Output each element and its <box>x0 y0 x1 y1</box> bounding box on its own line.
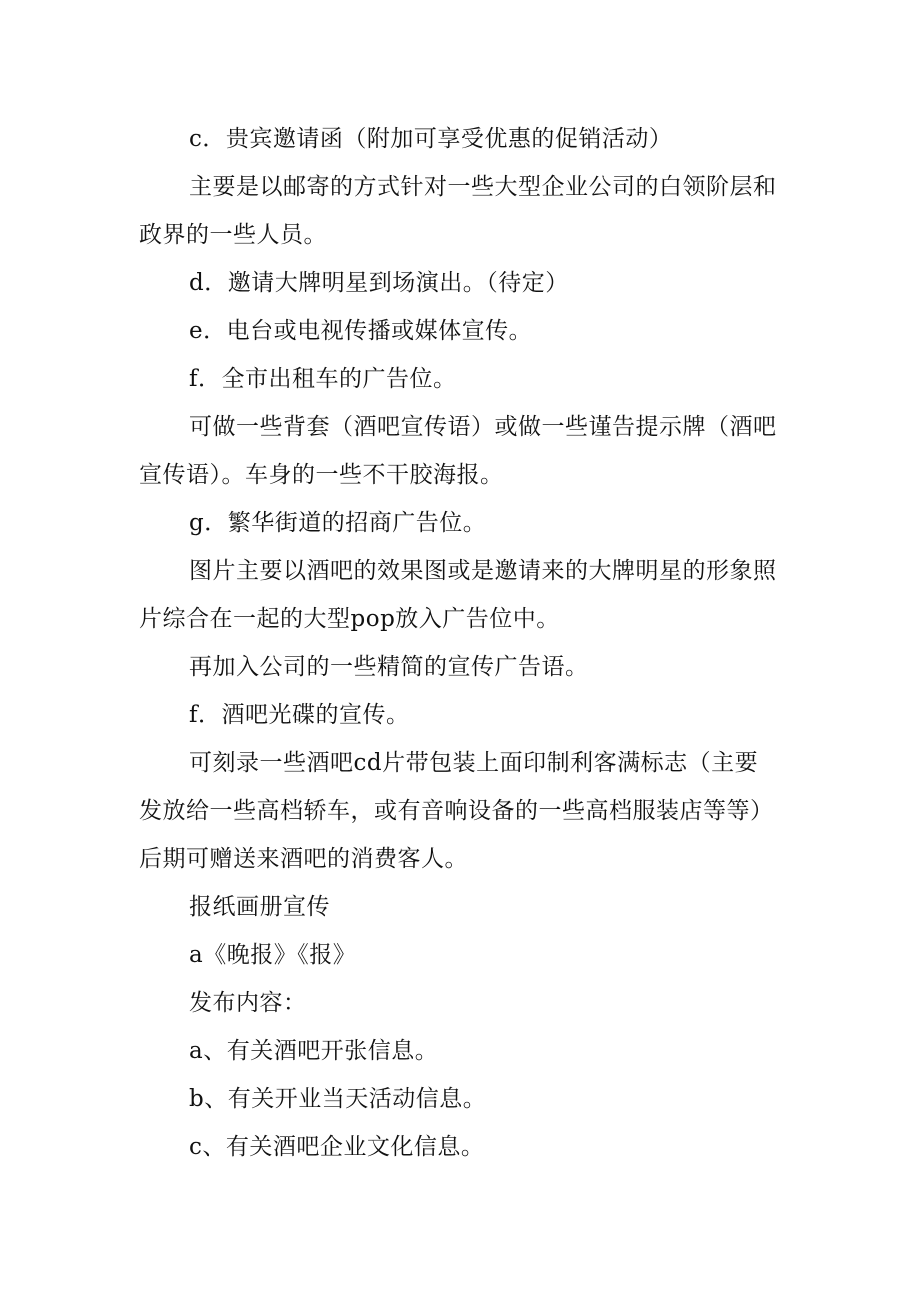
paragraph-newspaper-heading: 报纸画册宣传 <box>189 894 330 920</box>
document-body <box>139 115 779 1171</box>
paragraph-mail-targets: 主要是以邮寄的方式针对一些大型企业公司的白领阶层和政界的一些人员。 <box>139 174 777 248</box>
paragraph-publish-content: 发布内容： <box>189 990 307 1016</box>
paragraph-culture-info: c、有关酒吧企业文化信息。 <box>189 1134 485 1160</box>
paragraph-taxi-ads: f．全市出租车的广告位。 <box>189 366 457 392</box>
paragraph-media-promotion: e．电台或电视传播或媒体宣传。 <box>189 318 533 344</box>
paragraph-newspapers: a《晚报》《报》 <box>189 942 357 968</box>
paragraph-vip-invitation: c．贵宾邀请函（附加可享受优惠的促销活动） <box>189 126 673 152</box>
paragraph-star-performance: d．邀请大牌明星到场演出。（待定） <box>189 270 569 296</box>
paragraph-street-ads: g．繁华街道的招商广告位。 <box>189 510 487 536</box>
paragraph-taxi-ad-details: 可做一些背套（酒吧宣传语）或做一些谨告提示牌（酒吧宣传语）。车身的一些不干胶海报。 <box>139 414 777 488</box>
paragraph-cd-promotion: f．酒吧光碟的宣传。 <box>189 702 410 728</box>
paragraph-cd-details: 可刻录一些酒吧cd片带包装上面印制利客满标志（主要发放给一些高档轿车，或有音响设备的一些高档服装店等等）后期可赠送来酒吧的消费客人。 <box>139 750 774 872</box>
paragraph-opening-info: a、有关酒吧开张信息。 <box>189 1038 439 1064</box>
paragraph-street-ad-images: 图片主要以酒吧的效果图或是邀请来的大牌明星的形象照片综合在一起的大型pop放入广告位中。 <box>139 558 777 632</box>
paragraph-opening-day-info: b、有关开业当天活动信息。 <box>189 1086 487 1112</box>
paragraph-slogan: 再加入公司的一些精简的宣传广告语。 <box>189 654 589 680</box>
